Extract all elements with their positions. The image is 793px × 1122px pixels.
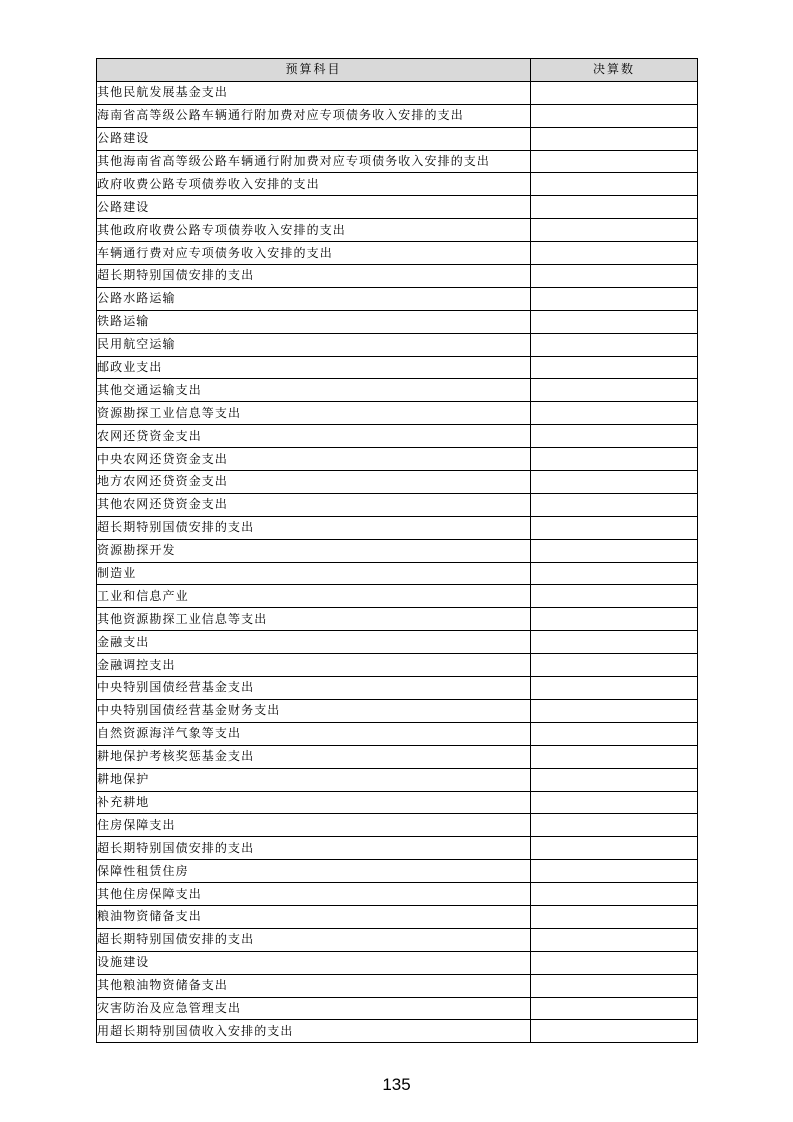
final-amount-cell (531, 265, 698, 288)
budget-subject-cell: 农网还贷资金支出 (97, 425, 531, 448)
budget-subject-cell: 地方农网还贷资金支出 (97, 471, 531, 494)
final-amount-cell (531, 722, 698, 745)
header-final-amount: 决算数 (531, 59, 698, 82)
table-row (97, 287, 698, 310)
budget-subject-cell: 中央特别国债经营基金财务支出 (97, 699, 531, 722)
final-amount-cell (531, 104, 698, 127)
budget-subject-cell: 公路建设 (97, 127, 531, 150)
final-amount-cell (531, 585, 698, 608)
budget-subject-cell: 资源勘探工业信息等支出 (97, 402, 531, 425)
final-amount-cell (531, 699, 698, 722)
table-row (97, 471, 698, 494)
final-amount-cell (531, 493, 698, 516)
final-amount-cell (531, 1020, 698, 1043)
budget-subject-cell: 粮油物资储备支出 (97, 905, 531, 928)
budget-subject-cell: 公路水路运输 (97, 287, 531, 310)
table-row (97, 768, 698, 791)
budget-subject-cell: 其他粮油物资储备支出 (97, 974, 531, 997)
final-amount-cell (531, 768, 698, 791)
budget-subject-cell: 自然资源海洋气象等支出 (97, 722, 531, 745)
budget-subject-cell: 超长期特别国债安排的支出 (97, 265, 531, 288)
final-amount-cell (531, 219, 698, 242)
header-budget-subject: 预算科目 (97, 59, 531, 82)
final-amount-cell (531, 608, 698, 631)
final-amount-cell (531, 333, 698, 356)
budget-subject-cell: 政府收费公路专项债券收入安排的支出 (97, 173, 531, 196)
budget-subject-cell: 民用航空运输 (97, 333, 531, 356)
budget-subject-cell: 灾害防治及应急管理支出 (97, 997, 531, 1020)
final-amount-cell (531, 562, 698, 585)
budget-table (96, 58, 698, 1043)
table-row (97, 791, 698, 814)
final-amount-cell (531, 905, 698, 928)
budget-subject-cell: 其他农网还贷资金支出 (97, 493, 531, 516)
table-row (97, 745, 698, 768)
table-header-row (97, 59, 698, 82)
budget-subject-cell: 中央农网还贷资金支出 (97, 448, 531, 471)
final-amount-cell (531, 883, 698, 906)
final-amount-cell (531, 310, 698, 333)
final-amount-cell (531, 448, 698, 471)
budget-subject-cell: 金融调控支出 (97, 654, 531, 677)
table-row (97, 1020, 698, 1043)
table-row (97, 425, 698, 448)
final-amount-cell (531, 814, 698, 837)
budget-subject-cell: 车辆通行费对应专项债务收入安排的支出 (97, 242, 531, 265)
budget-subject-cell: 工业和信息产业 (97, 585, 531, 608)
final-amount-cell (531, 425, 698, 448)
final-amount-cell (531, 516, 698, 539)
final-amount-cell (531, 81, 698, 104)
budget-subject-cell: 金融支出 (97, 631, 531, 654)
final-amount-cell (531, 974, 698, 997)
budget-subject-cell: 住房保障支出 (97, 814, 531, 837)
budget-subject-cell: 保障性租赁住房 (97, 860, 531, 883)
table-row (97, 631, 698, 654)
budget-subject-cell: 海南省高等级公路车辆通行附加费对应专项债务收入安排的支出 (97, 104, 531, 127)
budget-subject-cell: 设施建设 (97, 951, 531, 974)
final-amount-cell (531, 860, 698, 883)
final-amount-cell (531, 631, 698, 654)
final-amount-cell (531, 654, 698, 677)
final-amount-cell (531, 539, 698, 562)
final-amount-cell (531, 173, 698, 196)
final-amount-cell (531, 928, 698, 951)
table-row (97, 265, 698, 288)
final-amount-cell (531, 287, 698, 310)
table-row (97, 493, 698, 516)
budget-subject-cell: 耕地保护 (97, 768, 531, 791)
final-amount-cell (531, 356, 698, 379)
table-row (97, 448, 698, 471)
table-row (97, 677, 698, 700)
budget-subject-cell: 邮政业支出 (97, 356, 531, 379)
final-amount-cell (531, 127, 698, 150)
table-row (97, 219, 698, 242)
table-row (97, 883, 698, 906)
table-row (97, 81, 698, 104)
budget-subject-cell: 其他资源勘探工业信息等支出 (97, 608, 531, 631)
budget-subject-cell: 资源勘探开发 (97, 539, 531, 562)
table-row (97, 539, 698, 562)
table-row (97, 654, 698, 677)
table-row (97, 310, 698, 333)
final-amount-cell (531, 791, 698, 814)
table-row (97, 860, 698, 883)
table-row (97, 333, 698, 356)
budget-subject-cell: 超长期特别国债安排的支出 (97, 928, 531, 951)
final-amount-cell (531, 677, 698, 700)
table-row (97, 402, 698, 425)
budget-subject-cell: 补充耕地 (97, 791, 531, 814)
final-amount-cell (531, 997, 698, 1020)
budget-subject-cell: 公路建设 (97, 196, 531, 219)
table-row (97, 928, 698, 951)
final-amount-cell (531, 471, 698, 494)
budget-subject-cell: 超长期特别国债安排的支出 (97, 837, 531, 860)
final-amount-cell (531, 379, 698, 402)
table-row (97, 516, 698, 539)
table-row (97, 562, 698, 585)
table-row (97, 356, 698, 379)
table-row (97, 699, 698, 722)
budget-subject-cell: 其他海南省高等级公路车辆通行附加费对应专项债务收入安排的支出 (97, 150, 531, 173)
table-row (97, 173, 698, 196)
budget-subject-cell: 铁路运输 (97, 310, 531, 333)
final-amount-cell (531, 150, 698, 173)
table-row (97, 837, 698, 860)
table-row (97, 722, 698, 745)
final-amount-cell (531, 951, 698, 974)
budget-subject-cell: 其他住房保障支出 (97, 883, 531, 906)
final-amount-cell (531, 242, 698, 265)
budget-subject-cell: 超长期特别国债安排的支出 (97, 516, 531, 539)
table-row (97, 379, 698, 402)
table-row (97, 585, 698, 608)
budget-subject-cell: 耕地保护考核奖惩基金支出 (97, 745, 531, 768)
table-body (97, 81, 698, 1042)
budget-subject-cell: 其他政府收费公路专项债券收入安排的支出 (97, 219, 531, 242)
page-number: 135 (382, 1075, 411, 1094)
budget-subject-cell: 制造业 (97, 562, 531, 585)
table-row (97, 951, 698, 974)
table-row (97, 127, 698, 150)
final-amount-cell (531, 402, 698, 425)
budget-subject-cell: 其他交通运输支出 (97, 379, 531, 402)
table-row (97, 104, 698, 127)
budget-subject-cell: 用超长期特别国债收入安排的支出 (97, 1020, 531, 1043)
table-row (97, 974, 698, 997)
table-row (97, 242, 698, 265)
final-amount-cell (531, 196, 698, 219)
table-row (97, 905, 698, 928)
budget-subject-cell: 中央特别国债经营基金支出 (97, 677, 531, 700)
table-row (97, 196, 698, 219)
final-amount-cell (531, 837, 698, 860)
final-amount-cell (531, 745, 698, 768)
budget-subject-cell: 其他民航发展基金支出 (97, 81, 531, 104)
table-row (97, 608, 698, 631)
table-row (97, 150, 698, 173)
table-row (97, 997, 698, 1020)
table-row (97, 814, 698, 837)
